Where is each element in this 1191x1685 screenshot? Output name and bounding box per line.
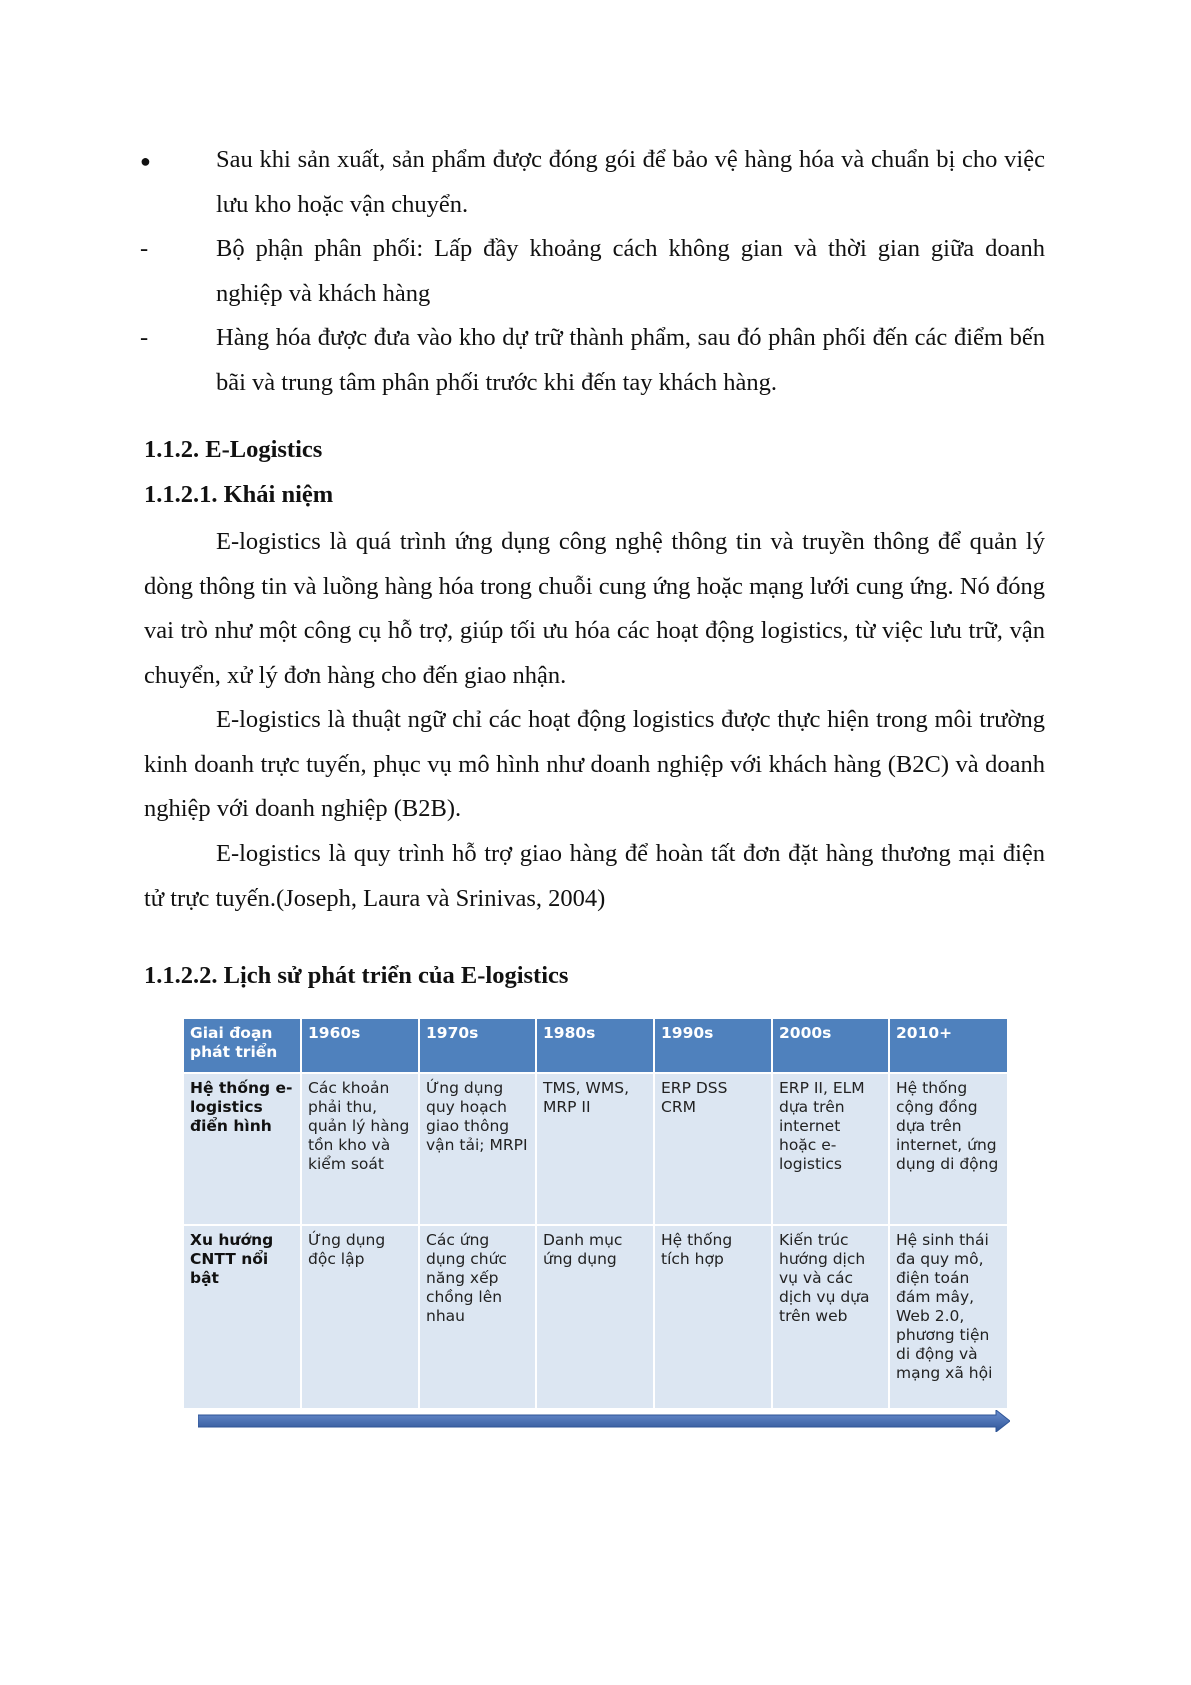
subsection-heading: 1.1.2.1. Khái niệm xyxy=(144,481,334,508)
table-cell: Kiến trúc hướng dịch vụ và các dịch vụ dựa trên web xyxy=(772,1225,889,1409)
dash-text: Bộ phận phân phối: Lấp đầy khoảng cách không gian và thời gian giữa doanh nghiệp và khách hàng xyxy=(216,235,1045,307)
header-cell: 1970s xyxy=(419,1019,536,1073)
timeline-table xyxy=(184,1019,1009,1410)
table-cell: Hệ sinh thái đa quy mô, điện toán đám mây, Web 2.0, phương tiện di động và mạng xã hội xyxy=(889,1225,1008,1409)
header-cell: 2010+ xyxy=(889,1019,1008,1073)
table-cell: ERP II, ELM dựa trên internet hoặc e-logistics xyxy=(772,1073,889,1225)
table-cell: Ứng dụng quy hoạch giao thông vận tải; MRPI xyxy=(419,1073,536,1225)
table-cell: Danh mục ứng dụng xyxy=(536,1225,654,1409)
row-label: Hệ thống e-logistics điển hình xyxy=(184,1073,301,1225)
table-cell: Hệ thống cộng đồng dựa trên internet, ứng dụng di động xyxy=(889,1073,1008,1225)
bullet-text: Sau khi sản xuất, sản phẩm được đóng gói để bảo vệ hàng hóa và chuẩn bị cho việc lưu kho hoặc vận chuyển. xyxy=(216,146,1045,218)
dash-mark: - xyxy=(140,324,149,351)
paragraph: E-logistics là quá trình ứng dụng công nghệ thông tin và truyền thông để quản lý dòng thông tin và luồng hàng hóa trong chuỗi cung ứng hoặc mạng lưới cung ứng. Nó đóng vai trò như một công cụ hỗ trợ, giúp tối ưu hóa các hoạt động logistics, từ việc lưu trữ, vận chuyển, xử lý đơn hàng cho đến giao nhận. xyxy=(144,528,1045,689)
table-cell: ERP DSS CRM xyxy=(654,1073,772,1225)
subsection-heading: 1.1.2.2. Lịch sử phát triển của E-logistics xyxy=(144,962,569,989)
header-cell: 1980s xyxy=(536,1019,654,1073)
table-cell: Hệ thống tích hợp xyxy=(654,1225,772,1409)
table-cell: Ứng dụng độc lập xyxy=(301,1225,419,1409)
bullet-dot: ● xyxy=(140,151,151,171)
timeline-arrow-icon xyxy=(198,1410,1010,1432)
table-header-row xyxy=(184,1019,1008,1073)
paragraph: E-logistics là quy trình hỗ trợ giao hàng để hoàn tất đơn đặt hàng thương mại điện tử trực tuyến.(Joseph, Laura và Srinivas, 2004) xyxy=(144,840,1045,912)
dash-item xyxy=(140,227,1045,316)
bullet-item xyxy=(140,138,1045,227)
table-row xyxy=(184,1225,1008,1409)
header-cell: Giai đoạn phát triển xyxy=(184,1019,301,1073)
header-cell: 1990s xyxy=(654,1019,772,1073)
header-cell: 1960s xyxy=(301,1019,419,1073)
dash-mark: - xyxy=(140,235,149,262)
section-heading: 1.1.2. E-Logistics xyxy=(144,436,323,463)
table-cell: TMS, WMS, MRP II xyxy=(536,1073,654,1225)
table-cell: Các khoản phải thu, quản lý hàng tồn kho và kiểm soát xyxy=(301,1073,419,1225)
table-row xyxy=(184,1073,1008,1225)
table-cell: Các ứng dụng chức năng xếp chồng lên nhau xyxy=(419,1225,536,1409)
dash-text: Hàng hóa được đưa vào kho dự trữ thành phẩm, sau đó phân phối đến các điểm bến bãi và trung tâm phân phối trước khi đến tay khách hàng. xyxy=(216,324,1045,396)
paragraph: E-logistics là thuật ngữ chỉ các hoạt động logistics được thực hiện trong môi trường kinh doanh trực tuyến, phục vụ mô hình như doanh nghiệp với khách hàng (B2C) và doanh nghiệp với doanh nghiệp (B2B). xyxy=(144,706,1045,822)
row-label: Xu hướng CNTT nổi bật xyxy=(184,1225,301,1409)
header-cell: 2000s xyxy=(772,1019,889,1073)
dash-item xyxy=(140,316,1045,405)
